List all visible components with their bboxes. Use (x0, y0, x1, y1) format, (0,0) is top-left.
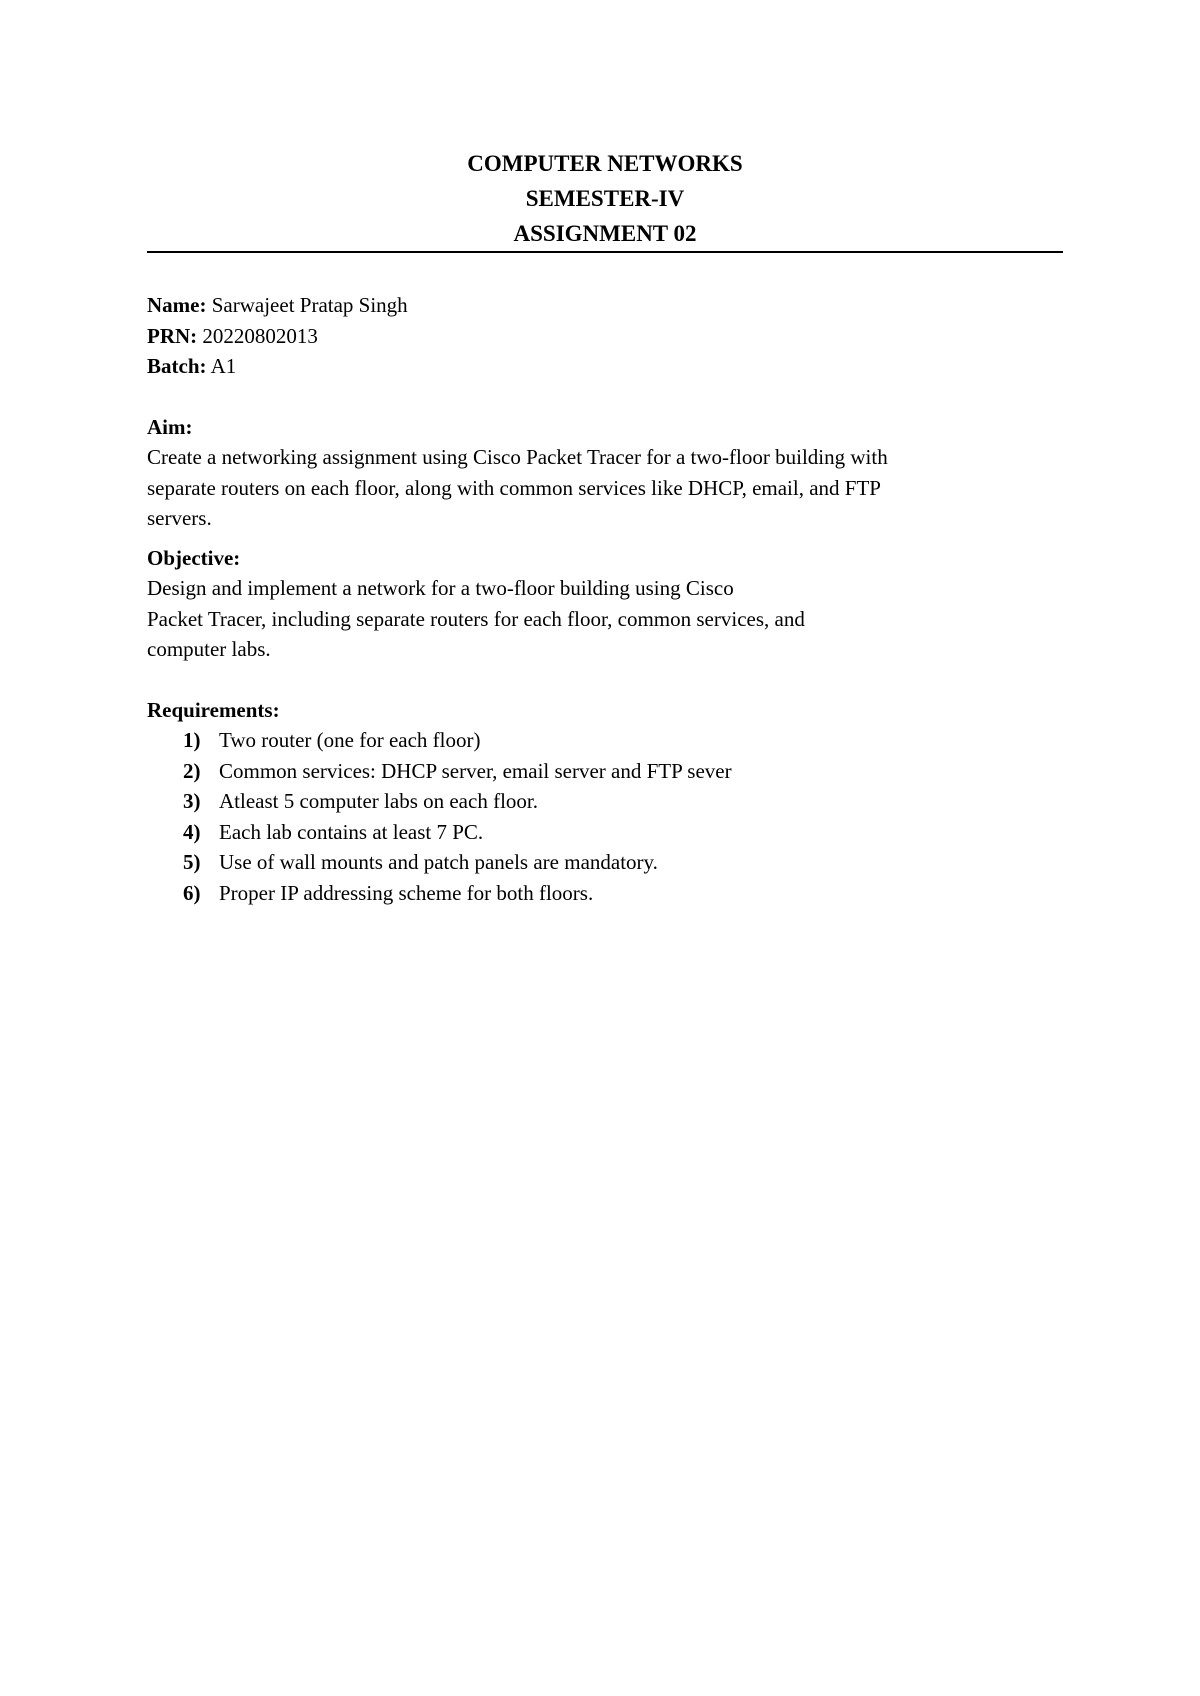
requirements-list (147, 725, 1063, 908)
list-item-text: Atleast 5 computer labs on each floor. (219, 789, 538, 813)
header-divider (147, 251, 1063, 253)
list-item-text: Common services: DHCP server, email server and FTP sever (219, 758, 732, 783)
document-header (147, 146, 1063, 251)
list-item (147, 786, 1063, 817)
aim-paragraph (147, 442, 1063, 534)
list-item-text: Use of wall mounts and patch panels are mandatory. (219, 850, 658, 874)
list-item-text: Two router (one for each floor) (219, 728, 481, 752)
objective-paragraph (147, 573, 1063, 665)
list-item-number: 6) (183, 880, 201, 905)
list-item-text: Each lab contains at least 7 PC. (219, 819, 484, 844)
prn-value: 20220802013 (202, 323, 318, 348)
list-item (147, 756, 1063, 787)
objective-line: Design and implement a network for a two-floor building using Cisco (147, 576, 734, 600)
batch-label: Batch: (147, 354, 207, 378)
list-item (147, 878, 1063, 909)
document-body (147, 290, 1063, 908)
requirements-heading: Requirements: (147, 697, 280, 722)
aim-line: Create a networking assignment using Cisco Packet Tracer for a two-floor building with (147, 445, 888, 469)
list-item-number: 2) (183, 758, 201, 783)
list-item (147, 725, 1063, 756)
name-value: Sarwajeet Pratap Singh (211, 293, 408, 317)
prn-label: PRN: (147, 323, 198, 348)
objective-line: Packet Tracer, including separate routers for each floor, common services, and (147, 606, 805, 631)
student-name-row (147, 290, 1063, 321)
list-item (147, 817, 1063, 848)
list-item-text: Proper IP addressing scheme for both floors. (219, 880, 594, 905)
student-batch-row (147, 351, 1063, 382)
aim-line: separate routers on each floor, along with common services like DHCP, email, and FTP (147, 475, 881, 500)
list-item-number: 4) (183, 819, 201, 844)
batch-value: A1 (210, 354, 237, 378)
aim-heading: Aim: (147, 414, 193, 439)
course-title: COMPUTER NETWORKS (467, 151, 743, 176)
list-item-number: 1) (183, 728, 201, 752)
name-label: Name: (147, 293, 207, 317)
aim-line: servers. (147, 506, 212, 530)
assignment-title: ASSIGNMENT 02 (513, 221, 697, 246)
objective-line: computer labs. (147, 637, 271, 661)
list-item-number: 5) (183, 850, 201, 874)
semester-title: SEMESTER-IV (525, 186, 685, 211)
objective-heading: Objective: (147, 545, 241, 570)
list-item (147, 847, 1063, 878)
student-prn-row (147, 321, 1063, 352)
list-item-number: 3) (183, 789, 201, 813)
